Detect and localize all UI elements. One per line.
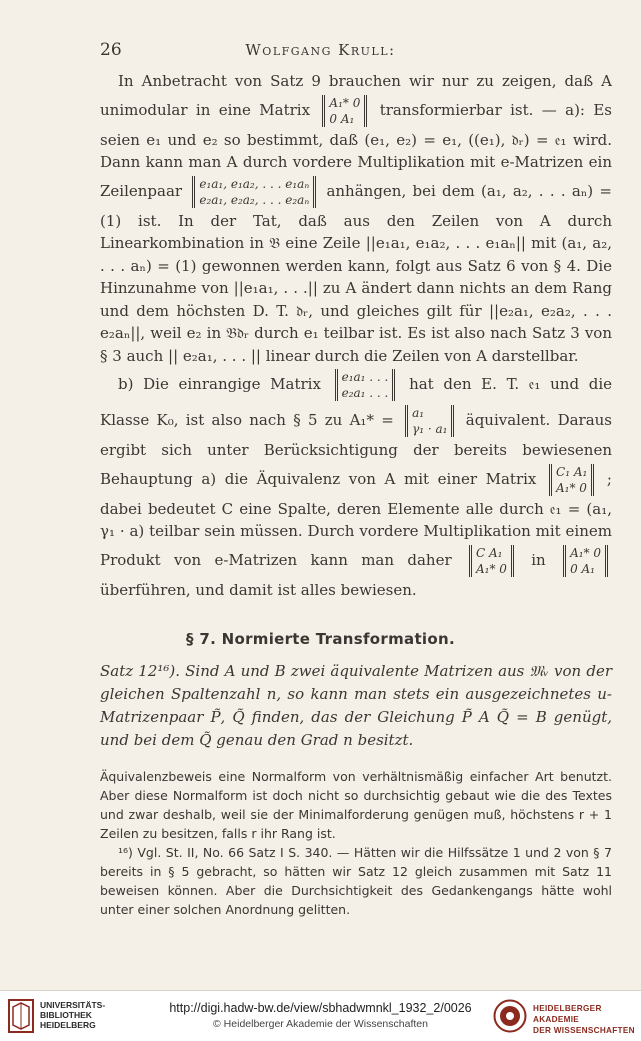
matrix-block bbox=[469, 545, 514, 577]
matrix-row: A₁* 0 bbox=[570, 545, 601, 560]
matrix-row: C A₁ bbox=[475, 545, 503, 560]
matrix-row: C₁ A₁ bbox=[556, 464, 588, 479]
academy-name bbox=[533, 1003, 641, 1036]
matrix-block bbox=[192, 176, 316, 208]
text-segment: hat den E. T. 𝔢₁ und die Klasse K₀, ist also nach § 5 zu A₁* = bbox=[100, 375, 612, 429]
matrix-row: e₁a₁ . . . bbox=[341, 370, 389, 384]
matrix-row: A₁* 0 bbox=[329, 95, 361, 110]
permalink-url[interactable]: http://digi.hadw-bw.de/view/sbhadwmnkl_1932_2/0026 bbox=[169, 1001, 472, 1015]
matrix-block bbox=[563, 545, 608, 577]
text-segment: äquivalent. Daraus ergibt sich unter Berücksichtigung der bereits bewiesenen Behauptung a) die Äquivalenz von A mit einer Matrix bbox=[100, 411, 613, 488]
copyright-notice: © Heidelberger Akademie der Wissenschaften bbox=[213, 1018, 428, 1030]
institution-line: HEIDELBERG bbox=[40, 1020, 96, 1030]
footnote-continuation: Äquivalenzbeweis eine Normalform von verhältnismäßig einfacher Art benutzt. Aber diese Normalform ist doch nicht so durchsichtig gebaut wie die des Textes und zwar deshalb, weil sie der Minimalforderung genügen muß, höchstens r + 1 Zeilen zu besitzen, falls r ihr Rang ist. bbox=[100, 769, 612, 841]
footnotes bbox=[100, 767, 612, 919]
running-head: Wolfgang Krull: bbox=[245, 41, 396, 59]
matrix-row: e₁a₁, e₁a₂, . . . e₁aₙ bbox=[199, 176, 310, 191]
matrix-row: 0 A₁ bbox=[570, 561, 595, 576]
matrix-block bbox=[549, 464, 594, 496]
academy-seal-icon bbox=[493, 999, 527, 1033]
viewer-footer bbox=[0, 990, 641, 1041]
page-number: 26 bbox=[100, 40, 122, 60]
institution-line: UNIVERSITÄTS- bbox=[40, 1000, 106, 1010]
institution-line: DER WISSENSCHAFTEN bbox=[533, 1026, 635, 1035]
text-segment: anhängen, bei dem (a₁, a₂, . . . aₙ) = (1) ist. In der Tat, daß aus den Zeilen von A durch Linearkombination in 𝔅 eine Zeile ||e₁a₁, e₁a₂, . . . e₁aₙ|| mit (a₁, a₂, . . . aₙ) = (1) gewonnen werden kann, folgt aus Satz 6 von § 4. Die Hinzunahme von ||e₁a₁, . . .|| zu A ändert dann nichts an dem Rang und dem höchsten D. T. 𝔡ᵣ, und gleiches gilt für ||e₂a₁, e₂a₂, . . . e₂aₙ||, weil e₂ in 𝔅𝔡ᵣ durch e₁ teilbar ist. Es ist also nach Satz 3 von § 3 auch || e₂a₁, . . . || linear durch die Zeilen von A darstellbar. bbox=[100, 181, 612, 365]
matrix-block bbox=[335, 369, 396, 401]
text-segment: In Anbetracht von Satz 9 brauchen wir nur zu zeigen, daß A unimodular in eine Matrix bbox=[100, 72, 612, 119]
text-segment: ; dabei bedeutet C eine Spalte, deren Elemente alle durch 𝔢₁ = (a₁, γ₁ · a) teilbar sein müssen. Durch vordere Multiplikation mit einem Produkt von e-Matrizen kann man daher bbox=[100, 469, 612, 569]
paragraph-b bbox=[100, 367, 612, 601]
matrix-row: e₂a₁, e₂a₂, . . . e₂aₙ bbox=[199, 192, 310, 207]
matrix-row: A₁* 0 bbox=[556, 480, 587, 495]
text-segment: in bbox=[531, 550, 546, 569]
matrix-row: 0 A₁ bbox=[329, 111, 355, 126]
section-title: § 7. Normierte Transformation. bbox=[186, 630, 455, 648]
matrix-block bbox=[322, 95, 367, 127]
matrix-row: A₁* 0 bbox=[475, 561, 507, 576]
institution-line: BIBLIOTHEK bbox=[40, 1010, 92, 1020]
institution-line: HEIDELBERGER AKADEMIE bbox=[533, 1004, 602, 1024]
matrix-row: a₁ bbox=[412, 406, 425, 420]
text-segment: transformierbar ist. — a): Es seien e₁ und e₂ so bestimmt, daß (e₁, e₂) = e₁, ((e₁), 𝔡ᵣ) = 𝔢₁ wird. Dann kann man A durch vordere Multiplikation mit e-Matrizen ein Zeilenpaar bbox=[100, 100, 612, 200]
matrix-block bbox=[405, 405, 454, 437]
text-segment: überführen, und damit ist alles bewiesen. bbox=[100, 580, 417, 599]
body-text bbox=[100, 70, 612, 601]
matrix-row: e₂a₁ . . . bbox=[341, 386, 389, 400]
text-segment: b) Die einrangige Matrix bbox=[118, 375, 321, 393]
footnote-16: ¹⁶) Vgl. St. II, No. 66 Satz I S. 340. — Hätten wir die Hilfssätze 1 und 2 von § 7 bereits in § 5 gebracht, so hätten wir Satz 12 gleich zusammen mit Satz 11 beweisen können. Aber die Durchsichtigkeit des Gedankengangs hätte wohl unter einer solchen Anordnung gelitten. bbox=[100, 845, 612, 917]
theorem-statement: Satz 12¹⁶). Sind A und B zwei äquivalente Matrizen aus 𝔐ᵥ von der gleichen Spaltenzahl n, so kann man stets ein ausgezeichnetes u-Matrizenpaar P̃, Q̃ finden, das der Gleichung P̃ A Q̃ = B genügt, und bei dem Q̃ genau den Grad n besitzt. bbox=[100, 662, 612, 749]
paragraph-a bbox=[100, 70, 612, 367]
matrix-row: γ₁ · a₁ bbox=[412, 422, 448, 436]
